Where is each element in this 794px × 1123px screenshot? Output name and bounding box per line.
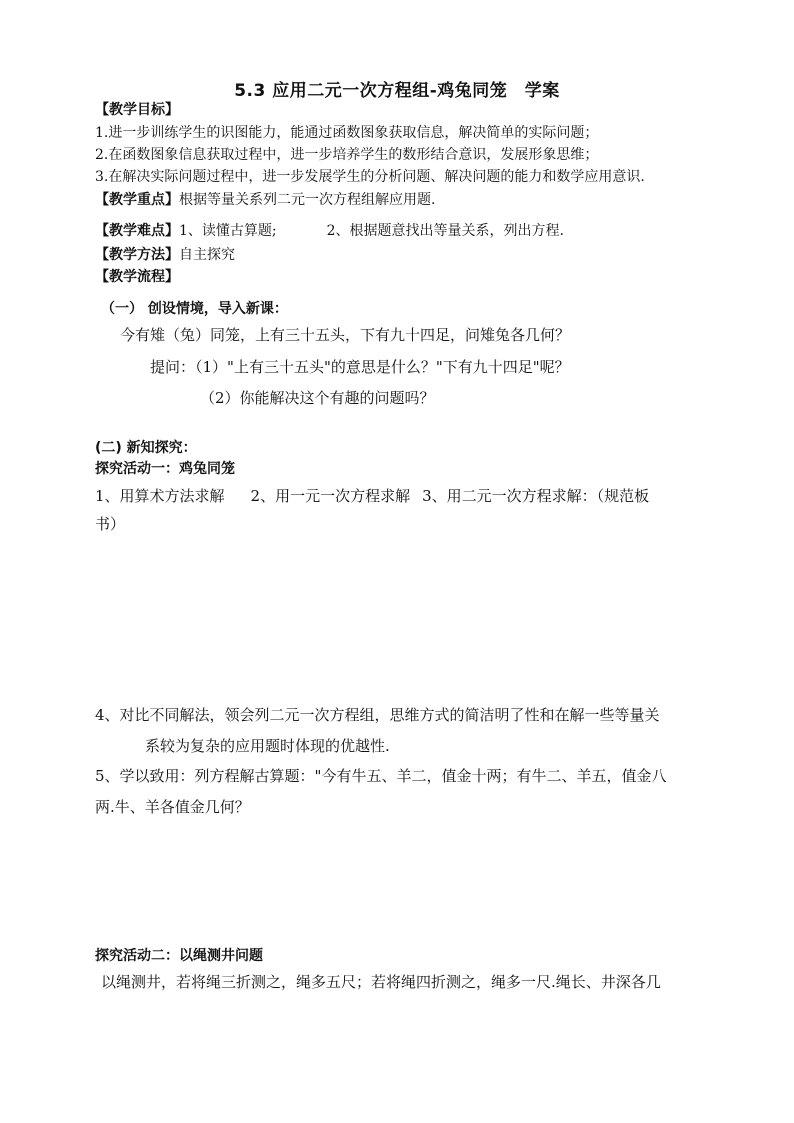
objective-item: 1.进一步训练学生的识图能力，能通过函数图象获取信息，解决简单的实际问题；	[95, 125, 599, 141]
section2-heading: (二) 新知探究：	[95, 440, 197, 456]
objective-item: 3.在解决实际问题过程中，进一步发展学生的分析问题、解决问题的能力和数学应用意识.	[95, 169, 645, 185]
process-heading: 【教学流程】	[95, 269, 179, 285]
method-arithmetic: 1、用算术方法求解	[95, 487, 225, 505]
section1-heading: （一） 创设情境，导入新课：	[101, 301, 288, 317]
key-point-heading: 【教学重点】	[95, 192, 179, 208]
section1-problem: 今有雉（兔）同笼，上有三十五头，下有九十四足，问雉兔各几何？	[120, 326, 571, 344]
method-linear-two: 3、用二元一次方程求解：（规范板	[422, 487, 650, 505]
activity2-title: 探究活动二：以绳测井问题	[95, 948, 263, 964]
item-4-line-1: 4、对比不同解法，领会列二元一次方程组，思维方式的简洁明了性和在解一些等量关	[95, 706, 660, 724]
activity1-title: 探究活动一：鸡兔同笼	[95, 461, 235, 477]
key-point-text: 根据等量关系列二元一次方程组解应用题.	[179, 192, 436, 208]
difficulty-heading: 【教学难点】	[95, 223, 179, 239]
objectives-heading: 【教学目标】	[95, 102, 179, 118]
method-linear-one: 2、用一元一次方程求解	[250, 487, 411, 505]
solution-methods	[95, 486, 649, 506]
item-4-line-2: 系较为复杂的应用题时体现的优越性.	[145, 737, 390, 755]
key-point	[95, 191, 435, 209]
objective-item: 2.在函数图象信息获取过程中，进一步培养学生的数形结合意识，发展形象思维；	[95, 147, 599, 163]
difficulty	[95, 222, 564, 240]
difficulty-item-2: 2、根据题意找出等量关系，列出方程.	[326, 223, 564, 239]
page-title: 5.3 应用二元一次方程组-鸡兔同笼 学案	[234, 81, 560, 101]
item-5-line-1: 5、学以致用：列方程解古算题："今有牛五、羊二，值金十两；有牛二、羊五，值金八	[95, 767, 667, 785]
method-text: 自主探究	[179, 247, 235, 263]
difficulty-item-1: 1、读懂古算题;	[179, 223, 277, 239]
method	[95, 246, 235, 264]
section1-question-2: （2）你能解决这个有趣的问题吗？	[200, 389, 435, 407]
method-heading: 【教学方法】	[95, 247, 179, 263]
solution-methods-wrap: 书）	[95, 515, 126, 533]
activity2-text: 以绳测井，若将绳三折测之，绳多五尺；若将绳四折测之，绳多一尺.绳长、井深各几	[101, 973, 661, 991]
section1-question-1: 提问：（1）"上有三十五头"的意思是什么？"下有九十四足"呢？	[150, 358, 570, 376]
item-5-line-2: 两.牛、羊各值金几何？	[95, 798, 250, 816]
